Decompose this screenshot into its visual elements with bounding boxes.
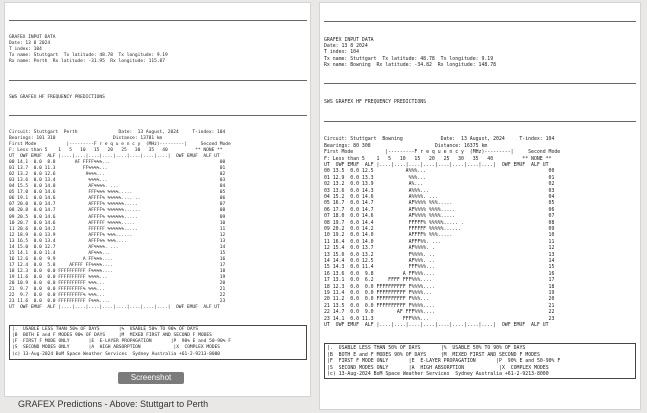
text-line: 12 15.4 0.0 13.7 AF%%%%. . 12 (324, 245, 555, 252)
input-data-block (9, 35, 307, 65)
text-line: 09 20.2 0.0 14.2 FFFFFF %%%%%...... 09 (324, 226, 555, 232)
text-line: 21 13.5 0.0 0.0 FFFFFFFFFF F%%%%.... 21 (324, 302, 555, 309)
legend-box (9, 325, 307, 359)
text-line: 13 15.0 0.0 13.2 F%%%%. .. 13 (324, 251, 555, 258)
text-line: 08 20.8 0.0 14.7 AFFFF% %%%%%%...... 08 (9, 208, 226, 214)
text-line: First Mode |---------F r e q u e n c y (MHz)---------| Second Mode (9, 141, 231, 147)
prediction-sheet (324, 6, 636, 392)
text-line: F: Less than 5 1 5 10 15 20 25 30 35 40 ** NONE ** (9, 147, 223, 153)
text-line: Circuit: Stuttgart Perth Date: 13 August, 2024 T-index: 104 (9, 129, 226, 135)
text-line: 09 20.5 0.0 14.6 AFFFF% %%%%%%..... 09 (9, 214, 226, 220)
text-line: Circuit: Stuttgart Bowning Date: 13 August, 2024 T-index: 104 (324, 136, 555, 143)
text-line: 23 14.1 0.0 11.3 FFF%%%... 23 (324, 315, 555, 322)
text-line: 03 13.6 0.0 14.3 A%%%... 03 (324, 187, 555, 194)
text-line: 10 20.7 0.0 14.6 AFFFFF %%%%%..... 10 (9, 220, 226, 226)
text-line: Bearings: 101 310 Distance: 13781 km (9, 135, 163, 141)
text-line: |. USABLE LESS THAN 50% OF DAYS |% USABLE 50% TO 90% OF DAYS (12, 327, 199, 333)
text-line: 08 19.7 0.0 14.4 FFFFF% %%%%%..... . 08 (324, 219, 555, 226)
text-line: |. USABLE LESS THAN 50% OF DAYS |% USABLE 50% TO 90% OF DAYS (327, 345, 526, 352)
text-line: 16 12.6 0.0 9.9 A FF%%%.... 16 (9, 256, 226, 262)
text-line: |S SECOND MODES ONLY |A HIGH ABSORPTION |X COMPLEX MODES (12, 345, 221, 351)
legend-box (324, 343, 636, 379)
text-line: F: Less than 5 1 5 10 15 20 25 30 35 40 ** NONE ** (324, 155, 552, 162)
text-line: 02 13.2 0.0 12.6 A%%%... 02 (9, 172, 226, 178)
text-line: UT OWF EMUF ALF |....|....|....|....|....|....|....|....| OWF EMUF ALF UT (324, 322, 549, 329)
text-line: 20 10.9 0.0 0.0 FFFFFFFFFF %%%... 20 (9, 281, 226, 287)
text-line: 16 13.6 0.0 9.8 A FF%%%.... 16 (324, 270, 555, 277)
text-line: 02 13.2 0.0 13.9 A%... 02 (324, 181, 555, 188)
text-line: 23 11.6 0.0 0.0 FFFFFFFFFF F%%%.... 23 (9, 299, 226, 305)
text-line: Tx name: Stuttgart Tx latitude: 48.78 Tx longitude: 9.19 (324, 55, 494, 62)
text-line: GRAFEX INPUT DATA (9, 35, 56, 41)
stuttgart-bowning-prediction-panel (319, 2, 641, 410)
separator-rule (9, 115, 307, 116)
text-line: Bearings: 80 308 Distance: 16375 km (324, 142, 488, 149)
text-line: 21 9.7 0.0 0.0 FFFFFFFFF% %%%... 21 (9, 287, 226, 293)
text-line: 15 14.3 0.0 11.4 FFF%%%... 15 (324, 264, 555, 271)
text-line: |F FIRST F MODE ONLY |E E-LAYER PROPAGATION |P 90% E and 50-90% F (327, 358, 561, 365)
text-line: 07 20.0 0.0 14.7 AFFFF% %%%%%%..... 07 (9, 202, 226, 208)
text-line: 22 14.7 0.0 9.0 AF FFF%%%.... 22 (324, 309, 555, 316)
separator-rule (9, 80, 307, 81)
separator-rule (324, 121, 636, 122)
text-line: 18 12.3 0.0 0.0 FFFFFFFFFF F%%%%.... 18 (324, 283, 555, 290)
text-line: Rx name: Perth Rx latitude: -31.95 Rx longitude: 115.87 (9, 59, 166, 65)
text-line: 01 12.9 0.0 13.3 %%%... 01 (324, 174, 555, 181)
text-line: 13 16.5 0.0 13.4 AFFF%% %%%.... 13 (9, 238, 226, 244)
text-line: 11 20.6 0.0 14.2 FFFFFF %%%%%%..... 11 (9, 226, 226, 232)
text-line: 17 12.4 0.0 5.8 AFFFF FF%%%%.... 17 (9, 262, 226, 268)
report-title: SWS GRAFEX HF FREQUENCY PREDICTIONS (324, 99, 427, 106)
text-line: 22 9.7 0.0 0.0 FFFFFFFFF% %%%... 22 (9, 293, 226, 299)
text-line: |F FIRST F MODE ONLY |E E-LAYER PROPAGATION |P 90% E and 50-90% F (12, 339, 231, 345)
text-line: (c) 13-Aug-2024 BoM Space Weather Services Sydney Australia +61-2-9213-8000 (327, 370, 549, 377)
text-line: 18 12.3 0.0 0.0 FFFFFFFFFF F%%%%.... 18 (9, 268, 226, 274)
text-line: Tx name: Stuttgart Tx latitude: 48.78 Tx longitude: 9.19 (9, 53, 168, 59)
screenshot-label: Screenshot (118, 372, 184, 384)
text-line: 00 14.1 0.0 8.8 AF FFFF%%%... 00 (9, 160, 226, 166)
text-line: Date: 13 8 2024 (9, 41, 51, 47)
text-line: 19 11.6 0.0 0.0 FFFFFFFFFF %%%%... 19 (9, 274, 226, 280)
left-caption: GRAFEX Predictions - Above: Stuttgart to Perth (18, 399, 209, 409)
text-line: 11 16.4 0.0 14.0 AFFF%%. ... 11 (324, 238, 555, 245)
frequency-table (9, 130, 307, 311)
text-line: 06 17.7 0.0 14.7 AF%%%% %%%%..... 06 (324, 206, 555, 213)
frequency-table (324, 136, 636, 328)
text-line: 15 14.1 0.0 11.4 AF%%%... 15 (9, 250, 226, 256)
text-line: 01 13.7 0.0 11.3 FF%%%%... 01 (9, 166, 226, 172)
text-line: 06 19.1 0.0 14.6 AFFFF% %%%%%.... .. 06 (9, 196, 226, 202)
text-line: 04 15.5 0.0 14.0 AF%%%%. ... 04 (9, 184, 226, 190)
text-line: 12 18.9 0.0 13.9 AFFFF% %%%...... 12 (9, 232, 226, 238)
text-line: (c) 13-Aug-2024 BoM Space Weather Services Sydney Australia +61-2-9213-8000 (12, 351, 221, 357)
text-line: |B BOTH E and F MODES 90% OF DAYS |M MIXED FIRST AND SECOND F MODES (12, 333, 212, 339)
text-line: 19 11.4 0.0 0.0 FFFFFFFFFF F%%%%... 19 (324, 290, 555, 297)
text-line: 00 13.5 0.0 12.5 A%%%... 00 (324, 168, 555, 175)
text-line: 07 18.0 0.0 14.6 AF%%%% %%%%..... 07 (324, 213, 555, 220)
text-line: UT OWF EMUF ALF |....|....|....|....|....|....|....|....| OWF EMUF ALF UT (324, 161, 549, 168)
text-line: 04 15.2 0.0 14.6 A%%%%. ... 04 (324, 193, 555, 200)
text-line: 14 15.0 0.0 12.7 AF%%%%. ... 14 (9, 244, 226, 250)
text-line: |S SECOND MODES ONLY |A HIGH ABSORPTION |X COMPLEX MODES (327, 364, 549, 371)
text-line: GRAFEX INPUT DATA (324, 36, 374, 43)
separator-rule (324, 21, 636, 22)
text-line: Rx name: Bowning Rx latitude: -34.82 Rx longitude: 148.78 (324, 62, 497, 69)
text-line: T index: 104 (324, 49, 359, 56)
report-title: SWS GRAFEX HF FREQUENCY PREDICTIONS (9, 94, 105, 100)
input-data-block (324, 37, 636, 69)
separator-rule (324, 83, 636, 84)
text-line: 10 19.2 0.0 14.0 AFFFF% %%%..... 10 (324, 232, 555, 239)
text-line: 17 13.1 0.0 6.2 FFFF FFF%%%.... 17 (324, 277, 555, 284)
separator-rule (9, 20, 307, 21)
text-line: UT OWF EMUF ALF |....|....|....|....|....|....|....|....| OWF EMUF ALF UT (9, 154, 220, 160)
text-line: Date: 13 8 2024 (324, 43, 368, 50)
text-line: 20 11.2 0.0 0.0 FFFFFFFFFF F%%%... 20 (324, 296, 555, 303)
text-line: UT OWF EMUF ALF |....|....|....|....|....|....|....|....| OWF EMUF ALF UT (9, 305, 220, 311)
prediction-sheet (9, 6, 307, 372)
text-line: 05 17.0 0.0 14.6 FFF%%% %%%%..... 05 (9, 190, 226, 196)
text-line: 05 16.7 0.0 14.7 AF%%%% %%%..... 05 (324, 200, 555, 207)
text-line: |B BOTH E and F MODES 90% OF DAYS |M MIXED FIRST AND SECOND F MODES (327, 351, 540, 358)
text-line: First Mode |---------F r e q u e n c y (MHz)---------| Second Mode (324, 149, 561, 156)
stuttgart-perth-prediction-panel (4, 2, 311, 397)
text-line: T index: 104 (9, 47, 42, 53)
text-line: 14 14.4 0.0 12.5 AF%%%. .. 14 (324, 258, 555, 265)
text-line: 03 13.6 0.0 13.4 %%%%... 03 (9, 178, 226, 184)
